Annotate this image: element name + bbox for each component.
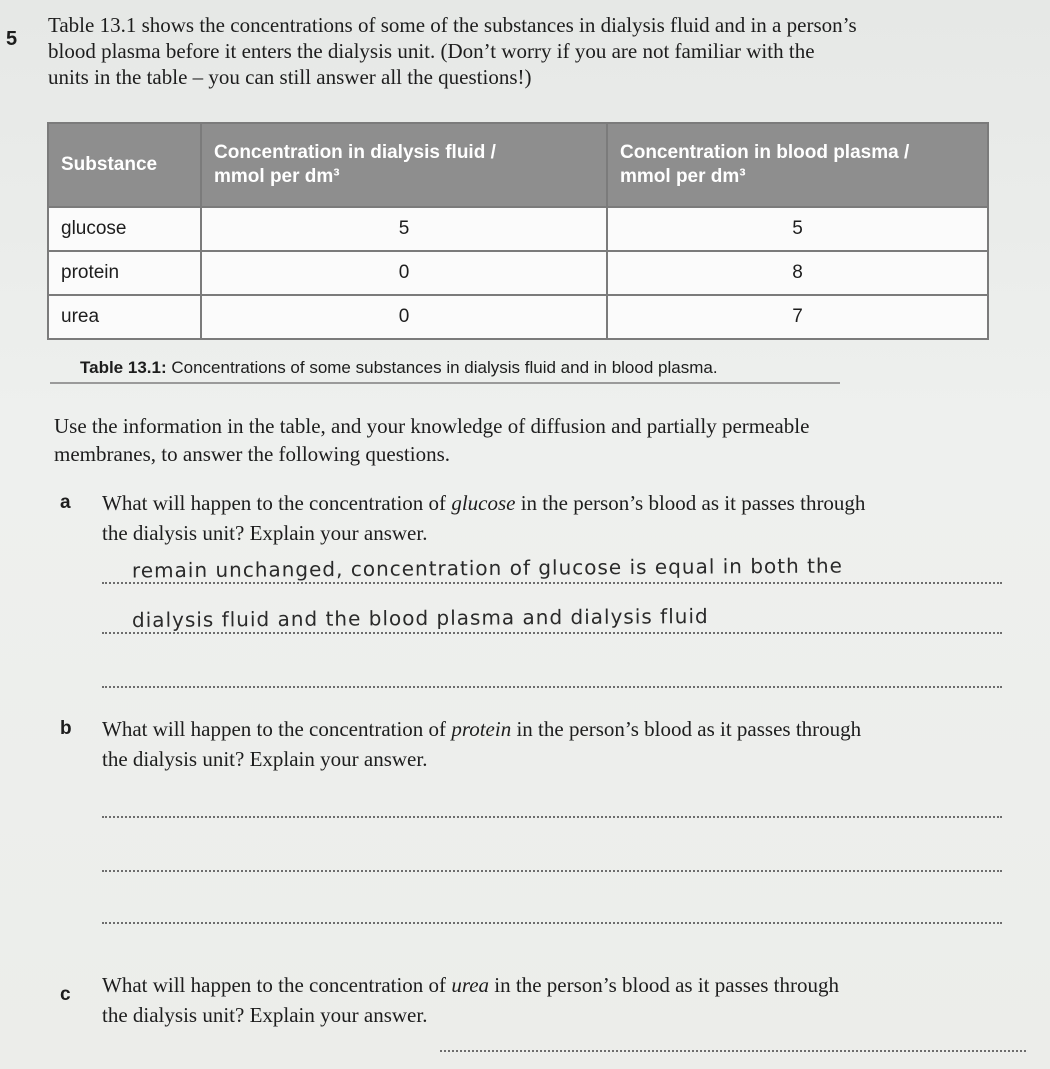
answer-line-b1[interactable] (102, 786, 1002, 818)
question-line (102, 488, 1002, 518)
part-a-text (102, 488, 1002, 548)
part-c-text (102, 944, 1002, 1030)
cell-substance: glucose (48, 207, 201, 251)
header-blood-line2: mmol per dm³ (620, 166, 746, 187)
handwritten-answer: dialysis fluid and the blood plasma and dialysis fluid (131, 603, 709, 633)
header-blood-plasma (607, 123, 988, 207)
question-text: in the person’s blood as it passes through (511, 717, 862, 741)
table-caption (80, 358, 718, 378)
answer-line-a3[interactable] (102, 656, 1002, 688)
intro-line: units in the table – you can still answer all the questions!) (48, 65, 532, 89)
question-line (102, 970, 1002, 1000)
cell-blood: 5 (607, 207, 988, 251)
header-blood-line1: Concentration in blood plasma / (620, 142, 910, 163)
cell-blood: 8 (607, 251, 988, 295)
header-dialysis-line1: Concentration in dialysis fluid / (214, 142, 496, 163)
question-term: urea (451, 973, 490, 997)
table-header-row (48, 123, 988, 207)
question-line: the dialysis unit? Explain your answer. (102, 1003, 428, 1027)
header-substance: Substance (48, 123, 201, 207)
cell-substance: protein (48, 251, 201, 295)
question-text: What will happen to the concentration of (102, 491, 452, 515)
answer-line-a2[interactable] (102, 602, 1002, 634)
instructions (54, 412, 1004, 468)
intro-line: Table 13.1 shows the concentrations of some of the substances in dialysis fluid and in a person’s (48, 13, 857, 37)
answer-line-c1[interactable] (440, 1020, 1026, 1052)
question-term: protein (451, 717, 512, 741)
question-text: What will happen to the concentration of (102, 717, 452, 741)
question-line (102, 714, 1002, 744)
question-text: in the person’s blood as it passes through (489, 973, 839, 997)
question-term: glucose (451, 491, 516, 515)
question-intro (48, 12, 1038, 90)
question-line: the dialysis unit? Explain your answer. (102, 521, 428, 545)
answer-line-a1[interactable] (102, 552, 1002, 584)
caption-label: Table 13.1: (80, 358, 167, 377)
header-dialysis-fluid (201, 123, 607, 207)
instruction-line: membranes, to answer the following questions. (54, 442, 451, 466)
table-row (48, 295, 988, 339)
answer-line-b2[interactable] (102, 840, 1002, 872)
question-text: in the person’s blood as it passes through (515, 491, 866, 515)
cell-dialysis: 0 (201, 251, 607, 295)
table-row (48, 251, 988, 295)
header-dialysis-line2: mmol per dm³ (214, 166, 340, 187)
part-letter: a (60, 492, 71, 513)
handwritten-answer: remain unchanged, concentration of glucose is equal in both the (131, 553, 844, 583)
part-b-text (102, 714, 1002, 774)
cell-dialysis: 0 (201, 295, 607, 339)
answer-line-b3[interactable] (102, 892, 1002, 924)
intro-line: blood plasma before it enters the dialysis unit. (Don’t worry if you are not familiar with the (48, 39, 815, 63)
caption-divider (50, 382, 840, 384)
table-row (48, 207, 988, 251)
question-line: the dialysis unit? Explain your answer. (102, 747, 428, 771)
question-text: What will happen to the concentration of (102, 973, 452, 997)
cell-blood: 7 (607, 295, 988, 339)
part-letter: b (60, 718, 72, 739)
question-number: 5 (6, 28, 18, 50)
concentration-table (47, 122, 989, 340)
cell-dialysis: 5 (201, 207, 607, 251)
cell-substance: urea (48, 295, 201, 339)
instruction-line: Use the information in the table, and your knowledge of diffusion and partially permeable (54, 414, 810, 438)
part-letter: c (60, 984, 71, 1005)
caption-text: Concentrations of some substances in dialysis fluid and in blood plasma. (166, 358, 718, 377)
